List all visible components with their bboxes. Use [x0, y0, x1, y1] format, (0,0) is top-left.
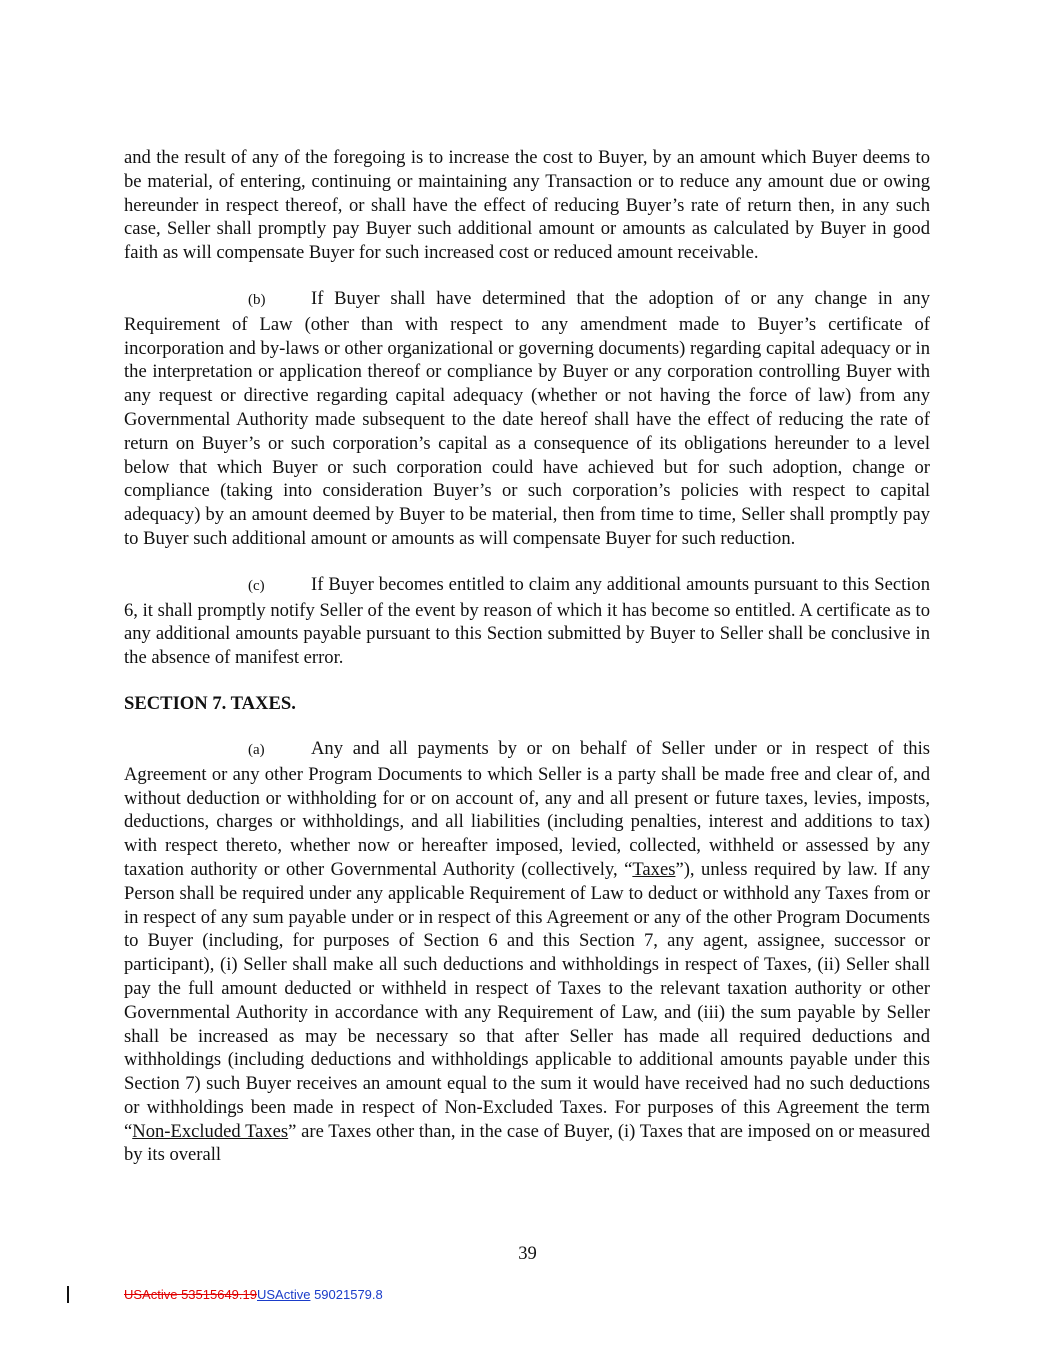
document-footer [124, 1287, 383, 1302]
page-number: 39 [518, 1243, 537, 1264]
paragraph-number: (a) [248, 741, 265, 758]
paragraph-a [124, 737, 930, 1167]
inserted-document-prefix: USActive [256, 1287, 311, 1302]
inserted-document-id: 59021579.8 [310, 1287, 383, 1302]
defined-term-non-excluded-taxes: Non-Excluded Taxes [132, 1120, 289, 1142]
paragraph-text: Any and all payments by or on behalf of Seller under or in respect of this Agreement or any other Program Documents to which Seller is a party shall be made free and clear of, and without deduction or withholding for or on account of, any and all present or future taxes, levies, imposts, deductions, charges or withholdings, and all liabilities (including penalties, interest and additions to tax) with respect thereto, whether now or hereafter imposed, levied, collected, withheld or assessed by any taxation authority or other Governmental Authority (collectively, “ [124, 737, 930, 880]
paragraph-number: (c) [248, 577, 265, 594]
deleted-document-id: USActive 53515649.19 [124, 1287, 257, 1302]
paragraph-text: ” are Taxes other than, in the case of Buyer, (i) Taxes that are imposed on or measured by its overall [124, 1120, 930, 1166]
paragraph-c [124, 573, 930, 670]
paragraph-b [124, 287, 930, 551]
defined-term-taxes: Taxes [632, 858, 676, 880]
paragraph-text: If Buyer shall have determined that the adoption of or any change in any Requirement of Law (other than with respect to any amendment made to Buyer’s certificate of incorporation and by-laws or other organizational or governing documents) regarding capital adequacy or in the interpretation or application thereof or compliance by Buyer or any corporation controlling Buyer with any request or directive regarding capital adequacy (whether or not having the force of law) from any Governmental Authority made subsequent to the date hereof shall have the effect of reducing the rate of return on Buyer’s or such corporation’s capital as a consequence of its obligations hereunder to a level below that which Buyer or such corporation could have achieved but for such adoption, change or compliance (taking into consideration Buyer’s or such corporation’s policies with respect to capital adequacy) by an amount deemed by Buyer to be material, then from time to time, Seller shall promptly pay to Buyer such additional amount or amounts as will compensate Buyer for such reduction. [124, 287, 930, 549]
section-heading: SECTION 7. TAXES. [124, 692, 296, 714]
paragraph-number: (b) [248, 291, 266, 308]
paragraph-text: ”), unless required by law. If any Person shall be required under any applicable Requirement of Law to deduct or withhold any Taxes from or in respect of any sum payable under or in respect of this Agreement or any of the other Program Documents to Buyer (including, for purposes of Section 6 and this Section 7, any agent, assignee, successor or participant), (i) Seller shall make all such deductions and withholdings in respect of Taxes, (ii) Seller shall pay the full amount deducted or withheld in respect of Taxes to the relevant taxation authority or other Governmental Authority in accordance with any Requirement of Law, and (iii) the sum payable by Seller shall be increased as may be necessary so that after Seller has made all required deductions and withholdings (including deductions and withholdings applicable to additional amounts payable under this Section 7) such Buyer receives an amount equal to the sum it would have received had no such deductions or withholdings been made in respect of Non-Excluded Taxes. For purposes of this Agreement the term “ [124, 858, 930, 1142]
paragraph-text: If Buyer becomes entitled to claim any additional amounts pursuant to this Section 6, it shall promptly notify Seller of the event by reason of which it has become so entitled. A certificate as to any additional amounts payable pursuant to this Section submitted by Buyer to Seller shall be conclusive in the absence of manifest error. [124, 573, 930, 669]
change-bar [67, 1286, 69, 1303]
paragraph-continuation: and the result of any of the foregoing is to increase the cost to Buyer, by an amount which Buyer deems to be material, of entering, continuing or maintaining any Transaction or to reduce any amount due or owing hereunder in respect thereof, or shall have the effect of reducing Buyer’s rate of return then, in any such case, Seller shall promptly pay Buyer such additional amount or amounts as calculated by Buyer in good faith as will compensate Buyer for such increased cost or reduced amount receivable. [124, 147, 930, 264]
document-body [124, 146, 930, 1167]
